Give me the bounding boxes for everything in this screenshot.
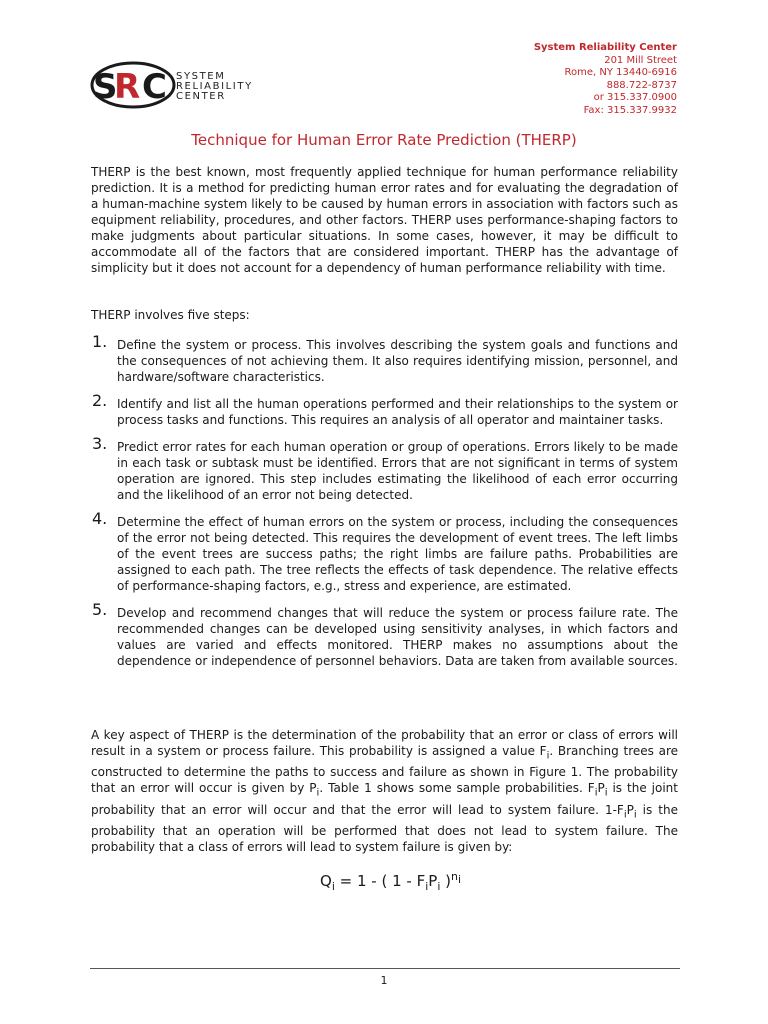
page-number: 1 (380, 974, 388, 987)
step-text: Define the system or process. This involves describing the system goals and functions and the consequences of not achieving them. It also requires identifying mission, personnel, and hardware/software characteristics. (117, 338, 678, 384)
step-number: 3. (92, 434, 108, 453)
step-number: 1. (92, 332, 108, 351)
logo-line-reliability: RELIABILITY (176, 81, 253, 92)
step-item (91, 434, 678, 503)
step-item (91, 332, 678, 385)
contact-city: Rome, NY 13440-6916 (564, 67, 677, 78)
contact-fax: Fax: 315.337.9932 (583, 104, 677, 116)
step-number: 5. (92, 600, 108, 619)
src-logo-wordmark (176, 72, 253, 102)
svg-text:S: S (93, 67, 118, 107)
step-number: 4. (92, 509, 108, 528)
step-item (91, 391, 678, 428)
contact-phone: 888.722-8737 (606, 79, 677, 91)
step-text: Predict error rates for each human operation or group of operations. Errors likely to be made in each task or subtask must be identified. Errors that are not significant in terms of system operation are ignored. This step includes estimating the likelihood of each error occurring and the likelihood of an error not being detected. (117, 440, 678, 502)
svg-text:C: C (142, 67, 167, 107)
logo-line-center: CENTER (176, 91, 226, 102)
intro-paragraph: THERP is the best known, most frequently applied technique for human performance reliability prediction. It is a method for predicting human error rates and for evaluating the degradation of a human-machine system likely to be caused by human errors in association with factors such as equipment reliability, procedures, and other factors. THERP uses performance-shaping factors to make judgments about particular situations. In some cases, however, it may be difficult to accommodate all of the factors that are considered important. THERP has the advantage of simplicity but it does not account for a dependency of human performance reliability with time. (91, 165, 678, 275)
footer-rule (90, 968, 680, 969)
step-item (91, 600, 678, 669)
contact-org: System Reliability Center (533, 42, 677, 53)
step-text: Identify and list all the human operations performed and their relationships to the system or process tasks and functions. This requires an analysis of all operator and maintainer tasks. (117, 397, 678, 427)
contact-phone-alt: or 315.337.0900 (593, 92, 677, 103)
src-logo-mark (90, 60, 176, 110)
step-number: 2. (92, 391, 108, 410)
steps-intro: THERP involves five steps: (91, 308, 250, 322)
failure-probability-formula: $Q_i = 1$ - ( $1 - F_iP_i$ )$^{n_i}$ (320, 870, 462, 893)
logo-line-system: SYSTEM (176, 71, 226, 82)
document-title: Technique for Human Error Rate Prediction (THERP) (191, 131, 577, 149)
src-logo (90, 60, 260, 110)
svg-text:R: R (114, 67, 141, 107)
step-item (91, 509, 678, 594)
steps-list (91, 332, 678, 680)
closing-paragraph: A key aspect of THERP is the determination of the probability that an error or class of errors will result in a system or process failure. This probability is assigned a value $F_i$. Branching trees are constructed to determine the paths to success and failure as shown in Figure 1. The probability that an error will occur is given by $P_i$. Table 1 shows some sample probabilities. $F_iP_i$ is the joint probability that an error will occur and that the error will lead to system failure. $1-F_iP_i$ is the probability that an operation will be performed that does not lead to system failure. The probability that a class of errors will lead to system failure is given by: (91, 728, 678, 855)
step-text: Determine the effect of human errors on the system or process, including the consequences of the error not being detected. This requires the development of event trees. The left limbs of the event trees are success paths; the right limbs are failure paths. Probabilities are assigned to each path. The tree reflects the effects of task dependence. The relative effects of performance-shaping factors, e.g., stress and experience, are estimated. (117, 515, 678, 593)
step-text: Develop and recommend changes that will reduce the system or process failure rate. The recommended changes can be developed using sensitivity analyses, in which factors and values are varied and effects monitored. THERP makes no assumptions about the dependence or independence of personnel behaviors. Data are taken from available sources. (117, 606, 678, 668)
contact-block (457, 42, 677, 117)
contact-street: 201 Mill Street (604, 54, 677, 66)
